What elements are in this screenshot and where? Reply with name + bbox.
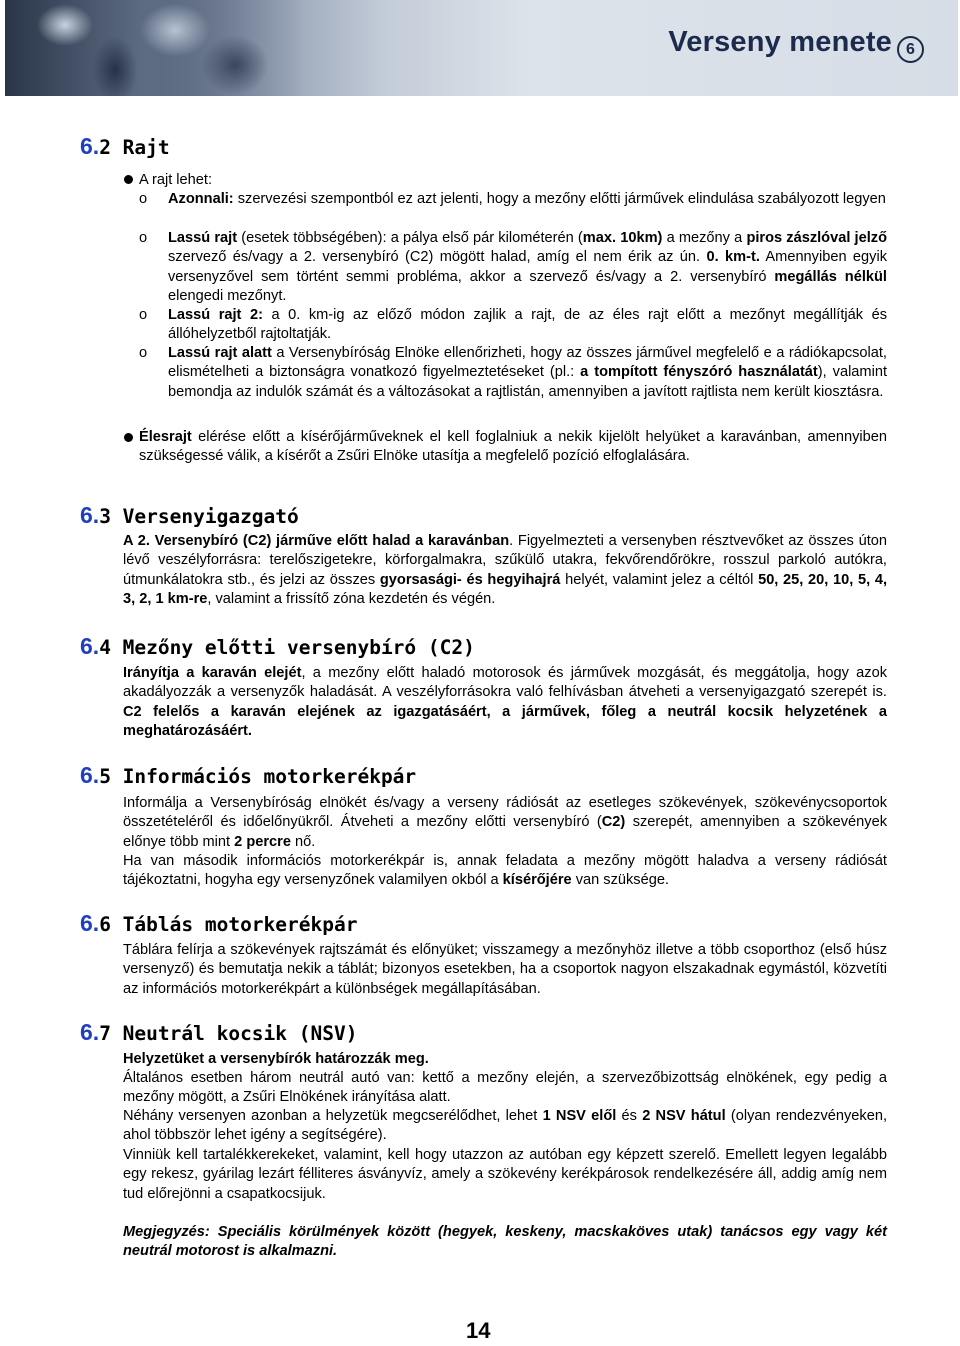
info-moto-paragraph-1: Informálja a Versenybíróság elnökét és/vagy a verseny rádiósát az esetleges szökevények, szökevénycsoportok összetételéről és időelőnyükről. Átveheti a mezőny előtti versenybíró (C2) szerepét, amennyiben a szökevények előnye több mint 2 percre nő. [123,795,887,850]
section-heading-6-5: 6.5 Információs motorkerékpár [80,762,417,788]
rajt-item-lassu: Lassú rajt (esetek többségében): a pálya első pár kilométerén (max. 10km) a mezőny a piros zászlóval jelző szervező és/vagy a 2. versenybíró (C2) mögött halad, amíg el nem érik az ún. 0. km-t. Amennyiben egyik versenyzővel sem történt semmi probléma, akkor a szervező és/vagy a 2. versenybíró megállás nélkül elengedi mezőnyt. [168,230,887,304]
bullet-dot [124,433,133,442]
section-heading-6-4: 6.4 Mezőny előtti versenybíró (C2) [80,633,475,659]
chapter-title: Verseny menete [668,26,892,58]
versenyigazgato-paragraph: A 2. Versenybíró (C2) járműve előtt halad a karavánban. Figyelmezteti a versenyben résztvevőket az összes úton lévő veszélyforrásra: terelőszigetekre, körforgalmakra, szűkülő utakra, fekvőrendőrökre, rosszul parkoló autókra, útmunkálatokra stb., és jelzi az összes gyorsasági- és hegyihajrá helyét, valamint jelez a céltól 50, 25, 20, 10, 5, 4, 3, 2, 1 km-re, valamint a frissítő zóna kezdetén és végén. [123,533,888,607]
elesrajt-paragraph: Élesrajt elérése előtt a kísérőjárműveknek el kell foglalniuk a nekik kijelölt helyüket a karavánban, amennyiben szükségessé válik, a kísérőt a Zsűri Elnöke utasítja a megfelelő pozíció elfoglalására. [139,429,887,465]
sub-bullet: o [139,191,148,207]
nsv-paragraph-1: Általános esetben három neutrál autó van: kettő a mezőny elején, a szervezőbizottság elnökének, egy pedig a mezőny mögött, a Zsűri Elnökének irányítása alatt. [123,1070,887,1106]
nsv-heading: Helyzetüket a versenybírók határozzák meg. [123,1051,429,1067]
header-banner [5,0,958,96]
sub-bullet: o [139,345,148,361]
rajt-intro: A rajt lehet: [139,172,213,188]
bullet-dot [124,175,133,184]
sub-bullet: o [139,307,148,323]
rajt-item-azonnali: Azonnali: szervezési szempontból ez azt jelenti, hogy a mezőny előtti járművek elindulása szabályozott legyen [168,191,886,207]
nsv-paragraph-3: Vinniük kell tartalékkerekeket, valamint, kell hogy utazzon az autóban egy képzett szerelő. Emellett legyen legalább egy rekesz, gyárilag lezárt félliteres ásványvíz, amely a szökevény kerékpárosok rendelkezésére áll, addig amíg nem tud előrejönni a csapatkocsijuk. [123,1147,887,1202]
page-number: 14 [466,1318,491,1343]
section-heading-6-2: 6.2 Rajt [80,133,170,159]
c2-paragraph: Irányítja a karaván elejét, a mezőny előtt haladó motorosok és járművek mozgását, és meggátolja, hogy azok akadályozzák a versenyzők haladását. A veszélyforrásokra való felhívásban átveheti a versenyigazgató szerepét is. C2 felelős a karaván elejének az igazgatásáért, a járművek, főleg a neutrál kocsik helyzetének a meghatározásáért. [123,665,887,739]
nsv-paragraph-2: Néhány versenyen azonban a helyzetük megcserélődhet, lehet 1 NSV elől és 2 NSV hátul (olyan rendezvényeken, ahol többször lehet igény a segítségére). [123,1108,888,1144]
nsv-note: Megjegyzés: Speciális körülmények között (hegyek, keskeny, macskaköves utak) tanácsos egy vagy két neutrál motorost is alkalmazni. [123,1224,887,1260]
sub-bullet: o [139,230,148,246]
section-heading-6-7: 6.7 Neutrál kocsik (NSV) [80,1019,358,1045]
chapter-number-badge: 6 [897,36,924,63]
tablas-paragraph: Táblára felírja a szökevények rajtszámát és előnyüket; visszamegy a mezőnyhöz illetve a több csoporthoz (első húsz versenyző) és bemutatja nekik a táblát; bizonyos esetekben, ha a csoportok nagyon elszakadnak egymástól, közvetíti az információs motorkerékpárt a különbségek megállapításában. [123,942,887,997]
section-heading-6-3: 6.3 Versenyigazgató [80,502,299,528]
info-moto-paragraph-2: Ha van második információs motorkerékpár is, annak feladata a mezőny mögött haladva a verseny rádiósát tájékoztatni, hogyha egy versenyzőnek valamilyen okból a kísérőjére van szüksége. [123,853,887,889]
rajt-item-lassu-2: Lassú rajt 2: a 0. km-ig az előző módon zajlik a rajt, de az éles rajt előtt a mezőnyt megállítják és állóhelyzetből rajtoltatják. [168,307,887,343]
rajt-item-lassu-alatt: Lassú rajt alatt a Versenybíróság Elnöke ellenőrizheti, hogy az összes járművel megfelelő e a rádiókapcsolat, elismételheti a biztonságra vonatkozó figyelmeztetéseket (pl.: a tompított fényszóró használatát), valamint bemondja az indulók számát és a változásokat a rajtlistán, amennyiben a javított rajtlista nem került kiosztásra. [168,345,887,400]
cyclists-photo [5,0,305,96]
section-heading-6-6: 6.6 Táblás motorkerékpár [80,910,358,936]
